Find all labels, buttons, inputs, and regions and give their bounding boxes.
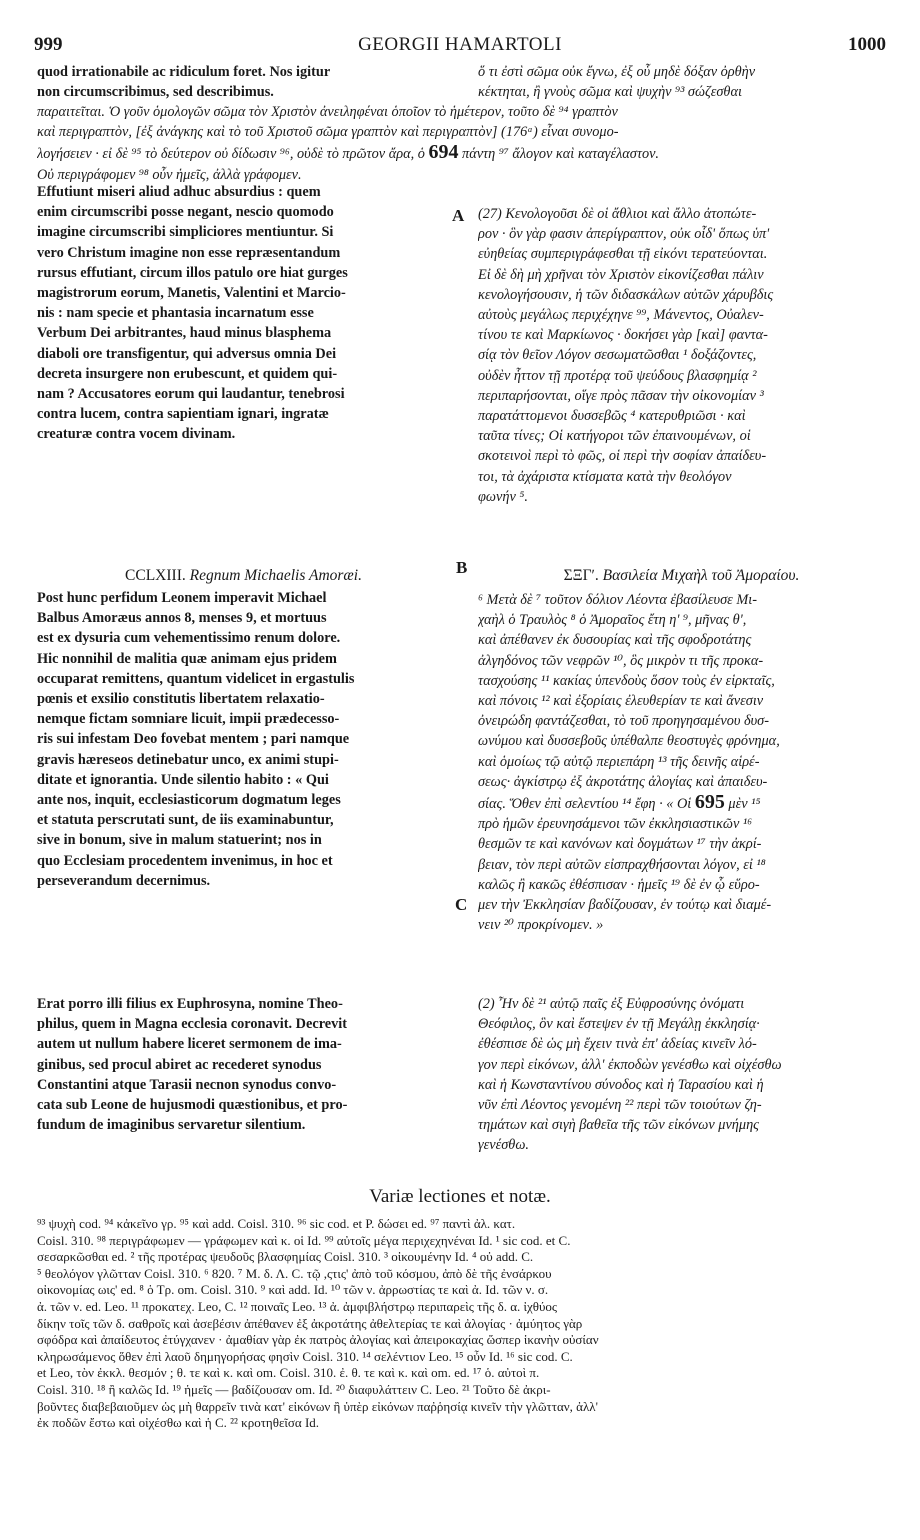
text-line: ris sui infestam Deo fovebat mentem ; pari namque — [37, 731, 350, 748]
note-line: οἰκονομίας ωις' ed. ⁸ ὁ Τρ. om. Coisl. 310. ⁹ καὶ add. Id. ¹⁰ τῶν ν. ἀρρωστίας τε καὶ ἀ. Id. τῶν ν. σ. — [37, 1282, 549, 1298]
text-line: nemque fictam somniare licuit, impii prædecesso- — [37, 711, 340, 728]
text-line: οὐδὲν ἧττον τῇ προτέρᾳ τοῦ ψεύδους βλασφημίᾳ ² — [478, 367, 757, 384]
chapter-title: Regnum Michaelis Amoræi. — [189, 567, 362, 584]
text-line: ἀλγηδόνος τῶν νεφρῶν ¹⁰, ὃς μικρὸν τι τῆς προκα- — [478, 652, 764, 669]
text-line: diaboli ore transfigentur, qui adversus omnia Dei — [37, 345, 337, 362]
text-line: τημάτων καὶ σιγὴ βαθεῖα τῆς τῶν εἰκόνων μνήμης — [478, 1117, 759, 1134]
text-line: σίᾳ τὸν θεῖον Λόγον σεσωματῶσθαι ¹ δοξάζοντες, — [478, 347, 757, 364]
margin-letter-b: B — [456, 558, 468, 577]
text-line: παρατάττομενοι δυσσεβῶς ⁴ κατερυθριῶσι · καὶ — [478, 408, 746, 425]
text-line: περιπαρήσονται, οἵγε πρὸς πᾶσαν τὴν οἰκονομίαν ³ — [478, 387, 764, 404]
text-line: non circumscribimus, sed describimus. — [37, 84, 274, 101]
margin-letter-c: C — [455, 895, 468, 914]
running-header — [34, 34, 886, 58]
text-line — [37, 142, 885, 164]
text-line: decreta insurgere non erubescunt, et quidem qui- — [37, 365, 338, 382]
text-line: γενέσθω. — [478, 1137, 529, 1154]
marginal-page-number: 694 — [428, 142, 459, 164]
text-line: Effutiunt miseri aliud adhuc absurdius : quem — [37, 184, 321, 200]
text-line: καὶ περιγραπτὸν, [ἐξ ἀνάγκης καὶ τὸ τοῦ Χριστοῦ σῶμα γραπτὸν καὶ περιγραπτὸν] (176ᵃ) εἶναι συνομο- — [37, 124, 619, 141]
text-line — [478, 792, 885, 814]
text-segment: μὲν ¹⁵ — [728, 796, 761, 813]
text-line: contra lucem, contra sapientiam ignari, ingratæ — [37, 406, 329, 423]
variant-readings-notes — [37, 1216, 885, 1432]
text-line: ταῦτα τίνες; Οἱ κατήγοροι τῶν ἐπαινουμένων, οἱ — [478, 428, 751, 445]
text-line: φωνήν ⁵. — [478, 488, 528, 505]
text-line: Εἰ δὲ δὴ μὴ χρῆναι τὸν Χριστὸν εἰκονίζεσθαι πάλιν — [478, 266, 764, 283]
note-line: κληρωσάμενος ὅθεν ἐπὶ λαοῦ δημηγορήσας φησὶν Coisl. 310. ¹⁴ σελέντιον Leo. ¹⁵ οὖν Id. ¹⁶ sic cod. C. — [37, 1348, 573, 1364]
text-line: et statuta perscrutati sunt, de iis examinabuntur, — [37, 812, 334, 829]
text-line: est ex dysuria cum vehementissimo renum dolore. — [37, 630, 341, 647]
margin-letter-a: A — [452, 206, 465, 225]
text-line: νειν ²⁰ προκρίνομεν. » — [478, 917, 604, 934]
text-line: πρὸ ἡμῶν ἐρευνησάμενοι τῶν ἐκκλησιαστικῶν ¹⁶ — [478, 816, 753, 833]
text-line: sive in bonum, sive in malum statuerint; nos in — [37, 832, 322, 849]
text-line: κέκτηται, ἢ γνοὺς σῶμα καὶ ψυχὴν ⁹³ σώζεσθαι — [478, 84, 742, 101]
text-line: ἐθέσπισε δὲ ὡς μὴ ἔχειν τινὰ ἐπ' ἀδείας κινεῖν λό- — [478, 1036, 757, 1053]
text-line: καὶ ὁμοίως τῷ αὐτῷ περιεπάρη ¹³ τῆς δεινῆς αἱρέ- — [478, 753, 760, 770]
text-line: ditate et ignorantia. Unde silentio habito : « Qui — [37, 771, 329, 788]
top-latin-column — [37, 62, 450, 102]
note-line: σεσαρκῶσθαι ed. ² τῆς προτέρας ψευδοῦς βλασφημίας Coisl. 310. ³ οἰκουμένην Id. ⁴ οὐ add. C. — [37, 1249, 534, 1265]
chapter-title: Βασιλεία Μιχαὴλ τοῦ Ἀμοραίου. — [602, 567, 800, 584]
text-line: gravis hæreseos detinebatur unco, ex animi stupi- — [37, 751, 339, 768]
note-line: ⁵ θεολόγον γλῶτταν Coisl. 310. ⁶ 820. ⁷ Μ. δ. Λ. C. τῷ ,ςτις' ἀπὸ τοῦ κόσμου, ἀπὸ δὲ τῆς ἐνσάρκου — [37, 1265, 552, 1281]
section3-greek — [478, 994, 885, 1156]
section3-latin — [37, 994, 450, 1135]
text-line: χαὴλ ὁ Τραυλὸς ⁸ ὁ Ἀμοραῖος ἔτη η' ⁹, μῆνας θ', — [478, 612, 747, 629]
text-line: σκοτεινοὶ περὶ τὸ φῶς, οἱ περὶ τὴν σοφίαν ἀπαίδευ- — [478, 448, 767, 465]
text-line: θεσμῶν τε καὶ κανόνων καὶ δογμάτων ¹⁷ τὴν ἀκρί- — [478, 836, 762, 853]
text-line: τίνου τε καὶ Μαρκίωνος · δοκήσει γὰρ [καὶ] φαντα- — [478, 327, 768, 344]
text-line: quo Ecclesiam procedentem invenimus, in hoc et — [37, 852, 333, 869]
notes-title: Variæ lectiones et notæ. — [369, 1186, 551, 1207]
text-line: imagine circumscribi simpliciores mentiuntur. Si — [37, 224, 334, 241]
note-line: Coisl. 310. ⁹⁸ περιγράφωμεν — γράφωμεν καὶ κ. οἱ Id. ⁹⁹ αὐτοῖς μέγα περιχεχηνέναι Id. ¹ sic cod. et C. — [37, 1232, 571, 1248]
text-line: ωνύμου καὶ δυσσεβοῦς ὑπέθαλπε θεοστυγὲς φρόνημα, — [478, 733, 780, 750]
section1-greek — [478, 204, 885, 507]
running-title: GEORGII HAMARTOLI — [358, 34, 562, 55]
text-line: ρον · ὃν γὰρ φασιν ἀπερίγραπτον, οὐκ οἶδ' ὅπως ὑπ' — [478, 226, 770, 243]
note-line: Coisl. 310. ¹⁸ ἢ καλῶς Id. ¹⁹ ἡμεῖς — βαδίζουσαν om. Id. ²⁰ διαφυλάττειν C. Leo. ²¹ Τοῦτο δὲ ἀκρι- — [37, 1381, 551, 1397]
note-line: ⁹³ ψυχὴ cod. ⁹⁴ κἀκεῖνο γρ. ⁹⁵ καὶ add. Coisl. 310. ⁹⁶ sic cod. et P. δώσει ed. ⁹⁷ παντὶ ἀλ. κατ. — [37, 1216, 516, 1231]
section2-latin — [37, 588, 450, 891]
note-line: σφόδρα καὶ ἀπαίδευτος ἐτύγχανεν · ἀμαθίαν γὰρ ἐκ πατρὸς ἀλογίας καὶ ἀπειροκαχίας ὥσπερ ἱκανὴν οὐσίαν — [37, 1332, 599, 1348]
note-line: ἐκ ποδῶν ἔστω καὶ οἰχέσθω καὶ ἡ C. ²² κροτηθεῖσα Id. — [37, 1415, 320, 1431]
text-line: autem ut nullum habere liceret sermonem de ima- — [37, 1036, 342, 1053]
top-greek-column — [478, 62, 885, 102]
chapter-number: CCLXIII. — [125, 567, 186, 584]
text-line: καὶ πόνοις ¹² καὶ ἐξορίαις ἐλευθερίαν τε καὶ ἄνεσιν — [478, 693, 764, 710]
text-line: fundum de imaginibus servaretur silentium. — [37, 1117, 306, 1134]
note-line: βοῦντες διαβεβαιοῦμεν ὡς μὴ θαρρεῖν τινὰ κατ' εἰκόνων ἢ ὑπὲρ εἰκόνων παῤῥησίᾳ κινεῖν τὴν γλῶτταν, ἀλλ' — [37, 1398, 598, 1414]
text-line: καλῶς ἢ κακῶς ἐθέσπισαν · ἡμεῖς ¹⁹ δὲ ἐν ᾧ εὕρο- — [478, 876, 760, 893]
text-line: ginibus, sed procul abiret ac recederet synodus — [37, 1056, 322, 1073]
text-line: Οὐ περιγράφομεν ⁹⁸ οὖν ἡμεῖς, ἀλλὰ γράφομεν. — [37, 166, 302, 183]
text-line: philus, quem in Magna ecclesia coronavit. Decrevit — [37, 1016, 348, 1033]
text-line: nis : nam specie et phantasia incarnatum esse — [37, 305, 314, 322]
text-line: βειαν, τὸν περὶ αὐτῶν εἰσπραχθήσονται λόγον, εἰ ¹⁸ — [478, 856, 766, 873]
text-line: ὀνειρώδη φαντάζεσθαι, τὸ τοῦ προηγησαμένου δυσ- — [478, 713, 769, 730]
text-line: (2) Ἦν δὲ ²¹ αὐτῷ παῖς ἐξ Εὐφροσύνης ὀνόματι — [478, 996, 745, 1012]
chapter-number: ΣΞΓʹ. — [563, 567, 599, 584]
text-line: quod irrationabile ac ridiculum foret. Nos igitur — [37, 64, 331, 80]
text-segment: λογήσειεν · εἰ δὲ ⁹⁵ τὸ δεύτερον οὐ δίδωσιν ⁹⁶, οὐδὲ τὸ πρῶτον ἄρα, ὁ — [37, 146, 425, 163]
text-line: Constantini atque Tarasii necnon synodus convo- — [37, 1076, 337, 1093]
text-line: pœnis et exsilio constitutis libertatem relaxatio- — [37, 691, 325, 708]
text-line: ⁶ Μετὰ δὲ ⁷ τοῦτον δόλιον Λέοντα ἐβασίλευσε Μι- — [478, 592, 757, 608]
text-line: μεν τὴν Ἐκκλησίαν βαδίζουσαν, ἐν τούτῳ καὶ διαμέ- — [478, 897, 772, 914]
section2-greek-heading — [478, 566, 885, 586]
section2-latin-heading — [37, 566, 450, 586]
text-segment: σίας. Ὅθεν ἐπὶ σελεντίου ¹⁴ ἔφη · « Οἱ — [478, 796, 692, 813]
text-line: τασχούσης ¹¹ κακίας ὑπενδοὺς ὅσον τοὺς ἐν εἱρκταῖς, — [478, 672, 775, 689]
text-line: τοι, τὰ ἀχάριστα κτίσματα κατὰ τὴν θεολόγον — [478, 468, 732, 485]
text-line: ὅ τι ἐστὶ σῶμα οὐκ ἔγνω, ἐξ οὗ μηδὲ δόξαν ὀρθὴν — [478, 64, 756, 80]
text-line: magistrorum eorum, Manetis, Valentini et Marcio- — [37, 285, 346, 302]
text-line: vero Christum imagine non esse repræsentandum — [37, 244, 341, 261]
text-line: rursus effutiant, circum illos patulo ore hiat gurges — [37, 264, 348, 281]
text-line: Balbus Amoræus annos 8, menses 9, et mortuus — [37, 610, 327, 627]
text-line: Erat porro illi filius ex Euphrosyna, nomine Theo- — [37, 996, 343, 1012]
text-line: αὐτοὺς μεγάλως περιχέχηνε ⁹⁹, Μάνεντος, Οὐαλεν- — [478, 307, 764, 324]
text-line: Verbum Dei arbitrantes, haud minus blasphema — [37, 325, 332, 342]
note-line: ἀ. τῶν ν. ed. Leo. ¹¹ προκατεχ. Leo, C. ¹² ποιναῖς Leo. ¹³ ἀ. ἀμφιβλήστρῳ περιπαρεὶς τῆς δ. α. ἰχθύος — [37, 1298, 558, 1314]
text-line: κενολογήσουσιν, ἡ τῶν διδασκάλων αὐτῶν χάρυβδις — [478, 286, 774, 303]
text-line: ante nos, inquit, ecclesiasticorum dogmatum leges — [37, 792, 341, 809]
text-line: καὶ ἀπέθανεν ἐκ δυσουρίας καὶ τῆς σφοδροτάτης — [478, 632, 752, 649]
text-line: παραιτεῖται. Ὁ γοῦν ὁμολογῶν σῶμα τὸν Χριστὸν ἀνειληφέναι ὁποῖον τὸ ἡμέτερον, τοῦτο δὲ ⁹⁴ γραπτὸν — [37, 104, 618, 120]
text-line: Θεόφιλος, ὃν καὶ ἔστεψεν ἐν τῇ Μεγάλῃ ἐκκλησίᾳ· — [478, 1016, 760, 1033]
text-line: (27) Κενολογοῦσι δὲ οἱ ἄθλιοι καὶ ἄλλο ἀτοπώτε- — [478, 206, 757, 222]
text-line: creaturæ contra vocem divinam. — [37, 426, 236, 443]
text-line: cata sub Leone de hujusmodi quæstionibus, et pro- — [37, 1097, 348, 1114]
marginal-page-number: 695 — [694, 792, 725, 814]
right-page-number: 1000 — [848, 34, 886, 55]
text-line: γον περὶ εἰκόνων, ἀλλ' ἐκποδὼν γενέσθω καὶ οἰχέσθω — [478, 1056, 782, 1073]
text-line: νῦν ἐπὶ Λέοντος γενομένη ²² περὶ τῶν τοιούτων ζη- — [478, 1097, 762, 1114]
section2-greek — [478, 590, 885, 935]
note-line: δίκην τοῖς τῶν δ. σαθροῖς καὶ ἀσεβέσιν ἀπέθανεν ἐξ ἀκροτάτης ἀθελτερίας τε καὶ ἀλογίας · ἀμύητος γὰρ — [37, 1315, 583, 1331]
text-line: Post hunc perfidum Leonem imperavit Michael — [37, 590, 327, 606]
text-segment: πάντη ⁹⁷ ἄλογον καὶ καταγέλαστον. — [462, 146, 660, 163]
section1-latin — [37, 182, 450, 445]
text-line: perseverandum decernimus. — [37, 872, 211, 889]
text-line: enim circumscribi posse negant, nescio quomodo — [37, 204, 334, 221]
text-line: καὶ ἡ Κωνσταντίνου σύνοδος καὶ ἡ Ταρασίου καὶ ἡ — [478, 1076, 764, 1093]
note-line: et Leo, τὸν ἐκκλ. θεσμόν ; θ. τε καὶ κ. καὶ om. Coisl. 310. ἐ. θ. τε καὶ κ. καὶ om. ed. ¹⁷ ὁ. αὐτοὶ π. — [37, 1365, 540, 1381]
text-line: nam ? Accusatores eorum qui laudantur, tenebrosi — [37, 386, 345, 403]
text-line: εὐηθείας συμπεριγράφεσθαι τῇ εἰκόνι τερατεύονται. — [478, 246, 768, 263]
text-line: occuparat remittens, quantum videlicet in ergastulis — [37, 670, 355, 687]
text-line: σεως· ἀγκίστρῳ ἐξ ἀκροτάτης ἀλογίας καὶ ἀπαιδευ- — [478, 773, 768, 790]
top-full-width-greek — [37, 102, 885, 185]
text-line: Hic nonnihil de malitia quæ animam ejus pridem — [37, 650, 337, 667]
left-page-number: 999 — [34, 34, 63, 55]
